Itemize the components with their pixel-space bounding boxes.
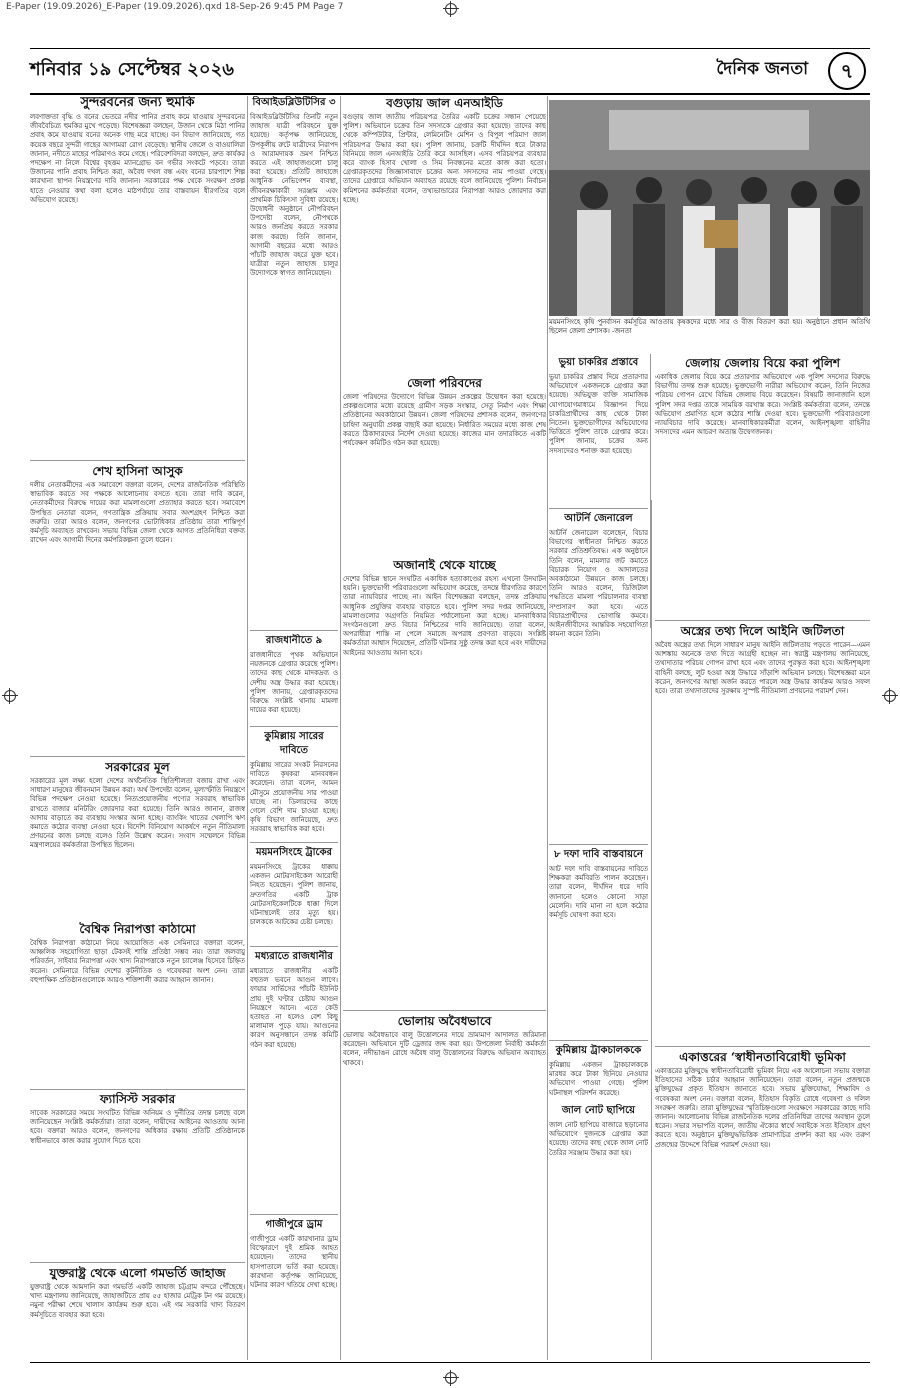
column-rule [651,500,652,1360]
headline: বৈশ্বিক নিরাপত্তা কাঠামো [79,922,196,936]
article-body: একাত্তরের মুক্তিযুদ্ধে স্বাধীনতাবিরোধী ভূমিকা নিয়ে এক আলোচনা সভায় বক্তারা ইতিহাসের সঠিক চর্চার আহ্বান জানিয়েছেন। তারা বলেন, নতুন প্রজন্মকে মুক্তিযুদ্ধের প্রকৃত ইতিহাস জানাতে হবে। সভায় মুক্তিযোদ্ধা, শিক্ষাবিদ ও গবেষকরা অংশ নেন। বক্তারা বলেন, ইতিহাস বিকৃতি রোধে গবেষণা ও দলিল সংরক্ষণ জরুরি। তারা মুক্তিযুদ্ধের স্মৃতিচিহ্নগুলো সংরক্ষণে সরকারের কাছে দাবি জানান। আলোচনায় বিভিন্ন রাজনৈতিক দলের প্রতিনিধিরা তাদের অবস্থান তুলে ধরেন। সভার সভাপতি বলেন, জাতীয় ঐক্যের স্বার্থে সবাইকে সত্য ইতিহাস গ্রহণ করতে হবে। অনুষ্ঠানে মুক্তিযুদ্ধভিত্তিক প্রামাণ্যচিত্র প্রদর্শন করা হয় এবং তরুণ প্রজন্মের উদ্দেশে বিভিন্ন পরামর্শ দেওয়া হয়। [655,1067,870,1149]
article-body: ভুয়া চাকরির প্রস্তাব দিয়ে প্রতারণার অভিযোগে একজনকে গ্রেপ্তার করা হয়েছে। অভিযুক্ত ব্যক্তি সামাজিক যোগাযোগমাধ্যমে বিজ্ঞাপন দিয়ে চাকরিপ্রার্থীদের কাছ থেকে টাকা নিতেন। ভুক্তভোগীদের অভিযোগের ভিত্তিতে পুলিশ তাকে গ্রেপ্তার করে। পুলিশ জানায়, চক্রের অন্য সদস্যদেরও শনাক্ত করা হয়েছে। [549,373,648,455]
article-body: বিআইডব্লিউটিসির তিনটি নতুন জাহাজ যাত্রী পরিবহনে যুক্ত হয়েছে। কর্তৃপক্ষ জানিয়েছে, উপকূলীয় রুটে যাত্রীদের নিরাপদ ও আরামদায়ক ভ্রমণ নিশ্চিত করতে এই জাহাজগুলো চালু করা হয়েছে। প্রতিটি জাহাজে আধুনিক নেভিগেশন ব্যবস্থা, জীবনরক্ষাকারী সরঞ্জাম এবং প্রাথমিক চিকিৎসা সুবিধা রয়েছে। উদ্বোধনী অনুষ্ঠানে নৌপরিবহন উপদেষ্টা বলেন, নৌপথকে আরও জনপ্রিয় করতে সরকার কাজ করছে। তিনি জানান, আগামী বছরের মধ্যে আরও পাঁচটি জাহাজ বহরে যুক্ত হবে। যাত্রীরা নতুন জাহাজ চালুর উদ্যোগকে স্বাগত জানিয়েছেন। [250,113,338,278]
rule [30,1089,245,1090]
headline: ফ্যাসিস্ট সরকার [99,1092,176,1106]
rule [250,726,338,727]
headline: আটর্নি জেনারেল [564,513,633,524]
headline: যুক্তরাষ্ট্র থেকে এলো গমভর্তি জাহাজ [49,1266,226,1280]
headline: জেলায় জেলায় বিয়ে করা পুলিশ [684,356,840,370]
registration-mark-left [4,690,16,702]
rule [30,756,245,757]
column-rule [247,96,248,1360]
article-wheat-ship [30,1266,245,1360]
headline: সুন্দরবনের জন্য হুমকি [80,96,195,110]
article-body: কুমিল্লায় একজন ট্রাকচালককে মারধর করে টাকা ছিনিয়ে নেওয়ার অভিযোগ পাওয়া গেছে। পুলিশ ঘটনাস্থল পরিদর্শন করেছে। [549,1061,648,1097]
article-body: আট দফা দাবি বাস্তবায়নের দাবিতে শিক্ষকরা কর্মবিরতি পালন করেছেন। তারা বলেন, দীর্ঘদিন ধরে দাবি জানানো হলেও কোনো সাড়া মেলেনি। দাবি মানা না হলে কঠোর কর্মসূচি ঘোষণা করা হবে। [549,865,648,920]
article-body: জেলা পরিষদের উদ্যোগে বিভিন্ন উন্নয়ন প্রকল্পের উদ্বোধন করা হয়েছে। প্রকল্পগুলোর মধ্যে রয়েছে গ্রামীণ সড়ক সংস্কার, সেতু নির্মাণ এবং শিক্ষা প্রতিষ্ঠানের অবকাঠামো উন্নয়ন। জেলা পরিষদের প্রশাসক বলেন, জনগণের চাহিদা অনুযায়ী প্রকল্প বাছাই করা হয়েছে। নির্ধারিত সময়ের মধ্যে কাজ শেষ করতে ঠিকাদারদের নির্দেশ দেওয়া হয়েছে। কাজের মান তদারকিতে একটি পর্যবেক্ষণ কমিটিও গঠন করা হয়েছে। [343,393,546,448]
headline: রাজধানীতে ৯ [265,635,323,646]
rule [250,842,338,843]
headline: মধ্যরাতে রাজধানীর [255,951,333,962]
rule [655,1046,870,1047]
headline: কুমিল্লায় সারের দাবিতে [264,731,324,756]
headline: শেখ হাসিনা আসুক [92,464,183,478]
headline: গাজীপুরে ড্রাম [265,1219,323,1230]
article-body: যুক্তরাষ্ট্র থেকে আমদানি করা গমভর্তি একটি জাহাজ চট্টগ্রাম বন্দরে পৌঁছেছে। খাদ্য মন্ত্রণালয় জানিয়েছে, জাহাজটিতে প্রায় ৫৫ হাজার মেট্রিক টন গম রয়েছে। নমুনা পরীক্ষা শেষে খালাস কার্যক্রম শুরু হবে। এই গম সরকারি খাদ্য বিতরণ কর্মসূচিতে ব্যবহার করা হবে। [30,1283,245,1319]
article-fake-job [549,356,648,506]
article-comilla-truck-driver [549,1044,648,1100]
rule [549,508,648,509]
registration-mark-right [884,690,896,702]
headline: ময়মনসিংহে ট্রাকের [255,847,332,858]
page-number: ৭ [828,52,866,90]
article-body: বৈশ্বিক নিরাপত্তা কাঠামো নিয়ে আয়োজিত এক সেমিনারে বক্তারা বলেন, আঞ্চলিক সহযোগিতা ছাড়া টেকসই শান্তি প্রতিষ্ঠা সম্ভব নয়। তারা জলবায়ু পরিবর্তন, সাইবার নিরাপত্তা এবং খাদ্য নিরাপত্তাকে নতুন চ্যালেঞ্জ হিসেবে চিহ্নিত করেন। সেমিনারে বিভিন্ন দেশের কূটনীতিক ও গবেষকরা অংশ নেন। তারা বহুপাক্ষিক প্রতিষ্ঠানগুলোকে আরও শক্তিশালী করার আহ্বান জানান। [30,939,245,984]
article-bhola [343,1014,546,1360]
article-midnight-capital [250,950,338,1212]
headline: ৮ দফা দাবি বাস্তবায়নে [554,849,643,860]
article-mymensingh-truck [250,846,338,944]
headline: অজানাই থেকে যাচ্ছে [393,558,496,572]
rule [549,1040,648,1041]
headline: জাল নোট ছাপিয়ে [561,1105,636,1116]
article-sheikh-hasina [30,464,245,754]
article-body: দলীয় নেতাকর্মীদের এক সমাবেশে বক্তারা বলেন, দেশের রাজনৈতিক পরিস্থিতি স্বাভাবিক করতে সব পক্ষকে আলোচনায় বসতে হবে। তারা দাবি করেন, নেতাকর্মীদের বিরুদ্ধে দায়ের করা মামলাগুলো প্রত্যাহার করতে হবে। সমাবেশে উপস্থিত নেতারা বলেন, গণতান্ত্রিক প্রক্রিয়ায় সবার অংশগ্রহণ নিশ্চিত করা জরুরি। তারা আরও বলেন, জনগণের ভোটাধিকার প্রতিষ্ঠায় তারা শান্তিপূর্ণ কর্মসূচি অব্যাহত রাখবেন। সভায় বিভিন্ন জেলা থেকে আগত প্রতিনিধিরা বক্তব্য রাখেন এবং আগামী দিনের কর্মপরিকল্পনা তুলে ধরেন। [30,481,245,545]
article-body: ভোলায় অবৈধভাবে বালু উত্তোলনের দায়ে ভ্রাম্যমাণ আদালত জরিমানা করেছেন। অভিযানে দুটি ড্রেজার জব্দ করা হয়। উপজেলা নির্বাহী কর্মকর্তা বলেন, নদীভাঙন রোধে অবৈধ বালু উত্তোলনের বিরুদ্ধে অভিযান অব্যাহত থাকবে। [343,1031,546,1067]
article-body: লবণাক্ততা বৃদ্ধি ও বনের ভেতরে নদীর পানির প্রবাহ কমে যাওয়ায় সুন্দরবনের জীববৈচিত্র্য হুমকির মুখে পড়েছে। বিশেষজ্ঞরা বলছেন, উজান থেকে মিঠা পানির প্রবাহ কমে যাওয়ায় বনের অনেক গাছ মরে যাচ্ছে। বন বিভাগ জানিয়েছে, গত কয়েক বছরে সুন্দরী গাছের আগামরা রোগ বেড়েছে। স্থানীয় জেলে ও বাওয়ালিরা জানান, নদীতে মাছের পরিমাণও কমে গেছে। পরিবেশবিদরা বলছেন, দ্রুত কার্যকর পদক্ষেপ না নিলে বিশ্বের বৃহত্তম ম্যানগ্রোভ বন গভীর সংকটে পড়বে। তারা উজানের পানি প্রবাহ নিশ্চিত করা, অবৈধ দখল বন্ধ এবং বনের চারপাশে শিল্প কারখানা স্থাপন নিয়ন্ত্রণের দাবি জানান। সরকারের পক্ষ থেকে সংরক্ষণ প্রকল্প হাতে নেওয়ার কথা বলা হলেও মাঠপর্যায়ে তার বাস্তবায়ন ধীরগতির বলে অভিযোগ রয়েছে। [30,113,245,204]
article-sarkar-mul [30,760,245,920]
article-arms-info [655,624,870,1044]
bottom-rule [30,1362,870,1363]
article-body: অবৈধ অস্ত্রের তথ্য দিলে সাধারণ মানুষ আইনি জটিলতায় পড়তে পারেন—এমন আশঙ্কায় অনেকে তথ্য দিতে আগ্রহী হচ্ছেন না। স্বরাষ্ট্র মন্ত্রণালয় জানিয়েছে, তথ্যদাতার পরিচয় গোপন রাখা হবে এবং তাদের পুরস্কৃত করা হবে। আইনশৃঙ্খলা বাহিনী বলছে, লুট হওয়া অস্ত্র উদ্ধারে সাঁড়াশি অভিযান চলছে। বিশেষজ্ঞরা মনে করেন, জনগণের আস্থা অর্জন করতে পারলে অস্ত্র উদ্ধার কার্যক্রম আরও সফল হবে। তারা তথ্যদাতাদের সুরক্ষায় সুস্পষ্ট নীতিমালা প্রণয়নের পরামর্শ দেন। [655,641,870,696]
headline: সরকারের মূল [105,760,170,774]
article-zila-parishad [343,376,546,554]
masthead [30,48,870,95]
rule [343,1010,546,1011]
article-sundarbans [30,96,245,458]
article-police-marriages [655,356,870,618]
article-global-security [30,922,245,1087]
headline: জেলা পরিবদের [407,376,482,390]
news-photo [549,100,870,316]
issue-date: শনিবার ১৯ সেপ্টেম্বর ২০২৬ [30,59,234,80]
article-fascist-govt [30,1092,245,1260]
column-rule [547,96,548,1360]
headline: কুমিল্লায় ট্রাকচালককে [555,1045,642,1056]
article-unknown [343,558,546,1008]
registration-mark-bottom [445,1372,457,1384]
article-body: রাজধানীতে পৃথক অভিযানে নয়জনকে গ্রেপ্তার করেছে পুলিশ। তাদের কাছ থেকে মাদকদ্রব্য ও দেশীয় অস্ত্র উদ্ধার করা হয়েছে। পুলিশ জানায়, গ্রেপ্তারকৃতদের বিরুদ্ধে সংশ্লিষ্ট থানায় মামলা দায়ের করা হয়েছে। [250,651,338,715]
rule [30,1262,245,1263]
article-bogura-fake-nid [343,96,546,372]
print-info: E-Paper (19.09.2026)_E-Paper (19.09.2026).qxd 18-Sep-26 9:45 PM Page 7 [6,2,344,12]
headline: ভোলায় অবৈধভাবে [397,1014,492,1028]
article-body: গাজীপুরে একটি কারখানার ড্রাম বিস্ফোরণে দুই শ্রমিক আহত হয়েছেন। তাদের স্থানীয় হাসপাতালে ভর্তি করা হয়েছে। কারখানা কর্তৃপক্ষ জানিয়েছে, ঘটনার কারণ খতিয়ে দেখা হচ্ছে। [250,1235,338,1290]
rule [250,630,338,631]
article-body: একাধিক জেলায় বিয়ে করে প্রতারণার অভিযোগে এক পুলিশ সদস্যের বিরুদ্ধে বিভাগীয় তদন্ত শুরু হয়েছে। ভুক্তভোগী নারীরা অভিযোগ করেন, তিনি নিজের পরিচয় গোপন রেখে বিভিন্ন জেলায় বিয়ে করেছেন। বিষয়টি জানাজানি হলে পুলিশ সদর দপ্তর তাকে সাময়িক বরখাস্ত করে। সংশ্লিষ্ট কর্মকর্তারা বলেন, তদন্তে অভিযোগ প্রমাণিত হলে কঠোর শাস্তি দেওয়া হবে। ভুক্তভোগী পরিবারগুলো ন্যায়বিচার দাবি করেছে। মানবাধিকারকর্মীরা বলেন, আইনশৃঙ্খলা বাহিনীর সদস্যদের এমন আচরণ অত্যন্ত উদ্বেগজনক। [655,373,870,437]
headline: ভুয়া চাকরির প্রস্তাবে [558,357,639,368]
article-biwtc [250,96,338,628]
photo-image [549,100,870,316]
headline: বিআইডব্লিউটিসির ৩ [252,97,336,108]
article-body: দেশের বিভিন্ন স্থানে সংঘটিত একাধিক হত্যাকাণ্ডের রহস্য এখনো উদঘাটন হয়নি। ভুক্তভোগী পরিবারগুলো অভিযোগ করেছে, তদন্তে ধীরগতির কারণে তারা ন্যায়বিচার পাচ্ছে না। আইন বিশেষজ্ঞরা বলছেন, তদন্ত প্রক্রিয়ায় আধুনিক প্রযুক্তির ব্যবহার বাড়াতে হবে। পুলিশ সদর দপ্তর জানিয়েছে, মামলাগুলোর অগ্রগতি নিয়মিত পর্যালোচনা করা হচ্ছে। মানবাধিকার সংগঠনগুলো দ্রুত বিচার নিশ্চিতের দাবি জানিয়েছে। তারা বলেন, অপরাধীরা শাস্তি না পেলে সমাজে অপরাধ প্রবণতা বাড়বে। সংশ্লিষ্ট কর্মকর্তারা আশ্বাস দিয়েছেন, প্রতিটি ঘটনার সুষ্ঠু তদন্ত করা হবে এবং দায়ীদের আইনের আওতায় আনা হবে। [343,575,546,657]
article-body: জাল নোট ছাপিয়ে বাজারে ছড়ানোর অভিযোগে দুজনকে গ্রেপ্তার করা হয়েছে। তাদের কাছ থেকে জাল নোট তৈরির সরঞ্জাম উদ্ধার করা হয়। [549,1121,648,1157]
article-body: মধ্যরাতে রাজধানীর একটি বহুতল ভবনে আগুন লাগে। ফায়ার সার্ভিসের পাঁচটি ইউনিট প্রায় দুই ঘণ্টার চেষ্টায় আগুন নিয়ন্ত্রণে আনে। এতে কেউ হতাহত না হলেও বেশ কিছু মালামাল পুড়ে যায়। আগুনের কারণ অনুসন্ধানে তদন্ত কমিটি গঠন করা হয়েছে। [250,967,338,1049]
article-body: বগুড়ায় জাল জাতীয় পরিচয়পত্র তৈরির একটি চক্রের সন্ধান পেয়েছে পুলিশ। অভিযানে চক্রের তিন সদস্যকে গ্রেপ্তার করা হয়েছে। তাদের কাছ থেকে কম্পিউটার, প্রিন্টার, লেমিনেটিং মেশিন ও বিপুল পরিমাণ জাল পরিচয়পত্র উদ্ধার করা হয়। পুলিশ জানায়, চক্রটি দীর্ঘদিন ধরে টাকার বিনিময়ে জাল এনআইডি তৈরি করে আসছিল। এসব পরিচয়পত্র ব্যবহার করে ব্যাংক হিসাব খোলা ও সিম নিবন্ধনের মতো কাজ করা হতো। গ্রেপ্তারকৃতদের জিজ্ঞাসাবাদে চক্রের অন্য সদস্যদের নাম পাওয়া গেছে। তাদের গ্রেপ্তারে অভিযান অব্যাহত রয়েছে বলে জানিয়েছে পুলিশ। নির্বাচন কমিশনের কর্মকর্তারা বলেন, তথ্যভান্ডারের নিরাপত্তা আরও জোরদার করা হচ্ছে। [343,113,546,204]
article-1971-role [655,1050,870,1360]
rule [250,946,338,947]
article-body: কুমিল্লায় সারের সংকট নিরসনের দাবিতে কৃষকরা মানববন্ধন করেছেন। তারা বলেন, আমন মৌসুমে প্রয়োজনীয় সার পাওয়া যাচ্ছে না। ডিলারদের কাছে গেলে বেশি দাম চাওয়া হচ্ছে। কৃষি বিভাগ জানিয়েছে, দ্রুত সরবরাহ স্বাভাবিক করা হবে। [250,761,338,834]
article-gazipur-drum [250,1218,338,1360]
paper-name: দৈনিক জনতা [716,59,808,79]
headline: বগুড়ায় জাল এনআইডি [386,96,503,110]
rule [250,1214,338,1215]
article-body: সাবেক সরকারের সময়ে সংঘটিত বিভিন্ন অনিয়ম ও দুর্নীতির তদন্ত চলছে বলে জানিয়েছেন সংশ্লিষ্ট কর্মকর্তারা। তারা বলেন, দায়ীদের আইনের আওতায় আনা হবে। বক্তারা আরও বলেন, জনগণের অধিকার রক্ষায় প্রতিটি প্রতিষ্ঠানকে স্বাধীনভাবে কাজ করার সুযোগ দিতে হবে। [30,1109,245,1145]
rule [549,844,648,845]
article-body: আটর্নি জেনারেল বলেছেন, বিচার বিভাগের স্বাধীনতা নিশ্চিত করতে সরকার প্রতিশ্রুতিবদ্ধ। এক অনুষ্ঠানে তিনি বলেন, মামলার জট কমাতে বিচারক নিয়োগ ও আদালতের অবকাঠামো উন্নয়নে কাজ চলছে। তিনি আরও বলেন, ডিজিটাল পদ্ধতিতে মামলা পরিচালনার ব্যবস্থা সম্প্রসারণ করা হবে। এতে বিচারপ্রার্থীদের ভোগান্তি কমবে। আইনজীবীদের আন্তরিক সহযোগিতা কামনা করেন তিনি। [549,529,648,639]
photo-caption: ময়মনসিংহে কৃষি পুনর্বাসন কর্মসূচির আওতায় কৃষকদের মধ্যে সার ও বীজ বিতরণ করা হয়। অনুষ্ঠানে প্রধান অতিথি ছিলেন জেলা প্রশাসক। -জনতা [549,318,870,335]
article-8-point-demand [549,848,648,1038]
article-fake-notes [549,1104,648,1360]
registration-mark-top [445,3,457,15]
article-comilla-fertilizer [250,730,338,840]
column-rule [340,96,341,1360]
article-attorney-general [549,512,648,842]
rule [30,460,245,461]
rule [655,620,870,621]
article-capital-9 [250,634,338,724]
article-body: ময়মনসিংহে ট্রাকের ধাক্কায় একজন মোটরসাইকেল আরোহী নিহত হয়েছেন। পুলিশ জানায়, দ্রুতগতির একটি ট্রাক মোটরসাইকেলটিকে ধাক্কা দিলে ঘটনাস্থলেই তার মৃত্যু হয়। চালককে আটকের চেষ্টা চলছে। [250,863,338,927]
headline: একাত্তরের ‘স্বাধীনতাবিরোধী ভূমিকা [679,1050,846,1064]
headline: অস্ত্রের তথ্য দিলে আইনি জটিলতা [680,624,845,638]
article-body: সরকারের মূল লক্ষ্য হলো দেশের অর্থনৈতিক স্থিতিশীলতা বজায় রাখা এবং সাধারণ মানুষের জীবনমান উন্নয়ন করা। অর্থ উপদেষ্টা বলেন, মূল্যস্ফীতি নিয়ন্ত্রণে বিভিন্ন পদক্ষেপ নেওয়া হয়েছে। নিত্যপ্রয়োজনীয় পণ্যের সরবরাহ স্বাভাবিক রাখতে বাজার মনিটরিং জোরদার করা হয়েছে। তিনি আরও জানান, রাজস্ব আদায় বাড়াতে কর ব্যবস্থায় সংস্কার আনা হচ্ছে। ব্যাংকিং খাতের খেলাপি ঋণ কমাতে কঠোর ব্যবস্থা নেওয়া হবে। বিদেশি বিনিয়োগ আকর্ষণে নতুন নীতিমালা প্রণয়নের কাজ চলছে বলেও তিনি উল্লেখ করেন। সংবাদ সম্মেলনে বিভিন্ন মন্ত্রণালয়ের কর্মকর্তারা উপস্থিত ছিলেন। [30,777,245,850]
